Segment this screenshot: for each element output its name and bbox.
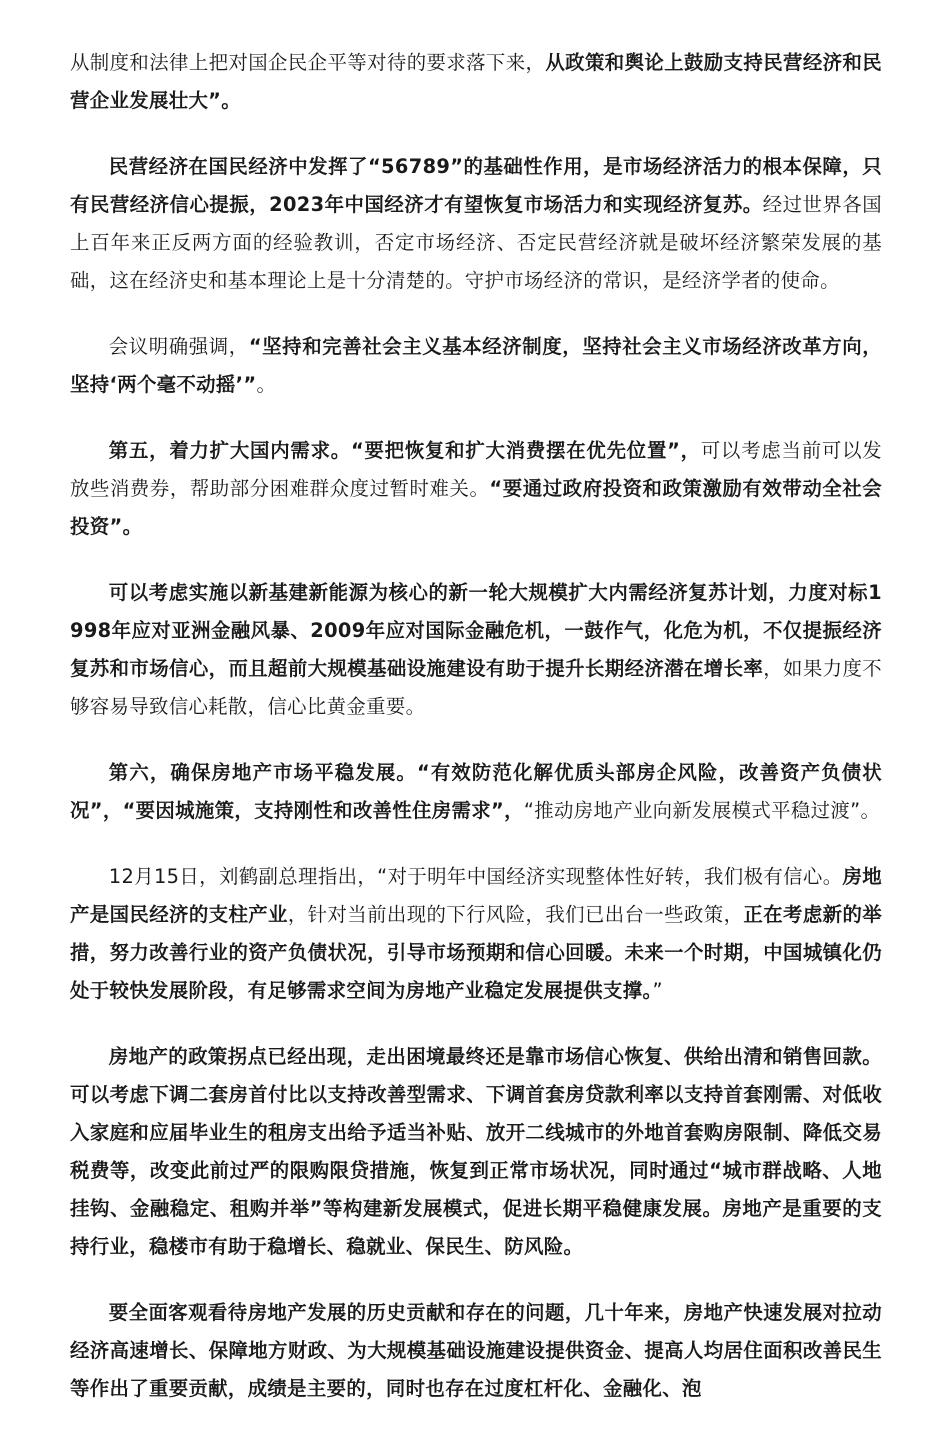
paragraph-9: [70, 1294, 882, 1408]
text-run: ，如果力度不够容易导致信心耗散，信心比黄金重要。: [70, 657, 882, 718]
text-run: 经过世界各国上百年来正反两方面的经验教训，否定市场经济、否定民营经济就是破坏经济繁荣发展的基础，这在经济史和基本理论上是十分清楚的。守护市场经济的常识，是经济学者的使命。: [70, 193, 882, 292]
document-body: [70, 44, 882, 1436]
text-run-bold: 房地产的政策拐点已经出现，走出困境最终还是靠市场信心恢复、供给出清和销售回款。可以考虑下调二套房首付比以支持改善型需求、下调首套房贷款利率以支持首套刚需、对低收入家庭和应届毕业生的租房支出给予适当补贴、放开二线城市的外地首套购房限制、降低交易税费等，改变此前过严的限购限贷措施，恢复到正常市场状况，同时通过“城市群战略、人地挂钩、金融稳定、租购并举”等构建新发展模式，促进长期平稳健康发展。房地产是重要的支持行业，稳楼市有助于稳增长、稳就业、保民生、防风险。: [70, 1045, 882, 1258]
text-run-bold: 可以考虑实施以新基建新能源为核心的新一轮大规模扩大内需经济复苏计划，力度对标1998年应对亚洲金融风暴、2009年应对国际金融危机，一鼓作气，化危为机，不仅提振经济复苏和市场信心，而且超前大规模基础设施建设有助于提升长期经济潜在增长率: [70, 581, 882, 680]
text-run: ”: [652, 979, 663, 1002]
text-run-bold: 房地产是国民经济的支柱产业: [70, 865, 883, 926]
text-run-bold: 从政策和舆论上鼓励支持民营经济和民营企业发展壮大”。: [70, 51, 882, 112]
paragraph-5: [70, 574, 882, 726]
paragraph-6: [70, 754, 882, 830]
text-run: 可以考虑当前可以发放些消费券，帮助部分困难群众度过暂时难关。: [70, 439, 883, 500]
text-run: 从制度和法律上把对国企民企平等对待的要求落下来，: [70, 51, 546, 74]
text-run: ，针对当前出现的下行风险，我们已出台一些政策，: [287, 903, 744, 926]
paragraph-2: [70, 148, 882, 300]
text-run: 会议明确强调，: [108, 335, 249, 358]
text-run-bold: 正在考虑新的举措，努力改善行业的资产负债状况，引导市场预期和信心回暖。未来一个时期，中国城镇化仍处于较快发展阶段，有足够需求空间为房地产业稳定发展提供支撑。: [70, 903, 882, 1002]
text-run-bold: 要全面客观看待房地产发展的历史贡献和存在的问题，几十年来，房地产快速发展对拉动经济高速增长、保障地方财政、为大规模基础设施建设提供资金、提高人均居住面积改善民生等作出了重要贡献，成绩是主要的，同时也存在过度杠杆化、金融化、泡: [70, 1301, 882, 1400]
text-run-bold: 第五，着力扩大国内需求。: [108, 439, 351, 462]
paragraph-1: [70, 44, 882, 120]
paragraph-4: [70, 432, 882, 546]
text-run-bold: “要通过政府投资和政策激励有效带动全社会投资”。: [70, 477, 882, 538]
paragraph-8: [70, 1038, 882, 1266]
text-run-bold: 民营经济在国民经济中发挥了“56789”的基础性作用，是市场经济活力的根本保障，只有民营经济信心提振，2023年中国经济才有望恢复市场活力和实现经济复苏。: [70, 155, 882, 216]
text-run-bold: 第六，确保房地产市场平稳发展。“有效防范化解优质头部房企风险，改善资产负债状况”，“要因城施策，支持刚性和改善性住房需求”，: [70, 761, 882, 822]
text-run-bold: “要把恢复和扩大消费摆在优先位置”，: [350, 439, 701, 462]
paragraph-7: [70, 858, 882, 1010]
text-run: 。: [256, 373, 277, 396]
paragraph-3: [70, 328, 882, 404]
text-run: “推动房地产业向新发展模式平稳过渡”。: [523, 799, 881, 822]
text-run: 12月15日，刘鹤副总理指出，“对于明年中国经济实现整体性好转，我们极有信心。: [108, 865, 843, 888]
text-run-bold: “坚持和完善社会主义基本经济制度，坚持社会主义市场经济改革方向，坚持‘两个毫不动摇’”: [70, 335, 882, 396]
